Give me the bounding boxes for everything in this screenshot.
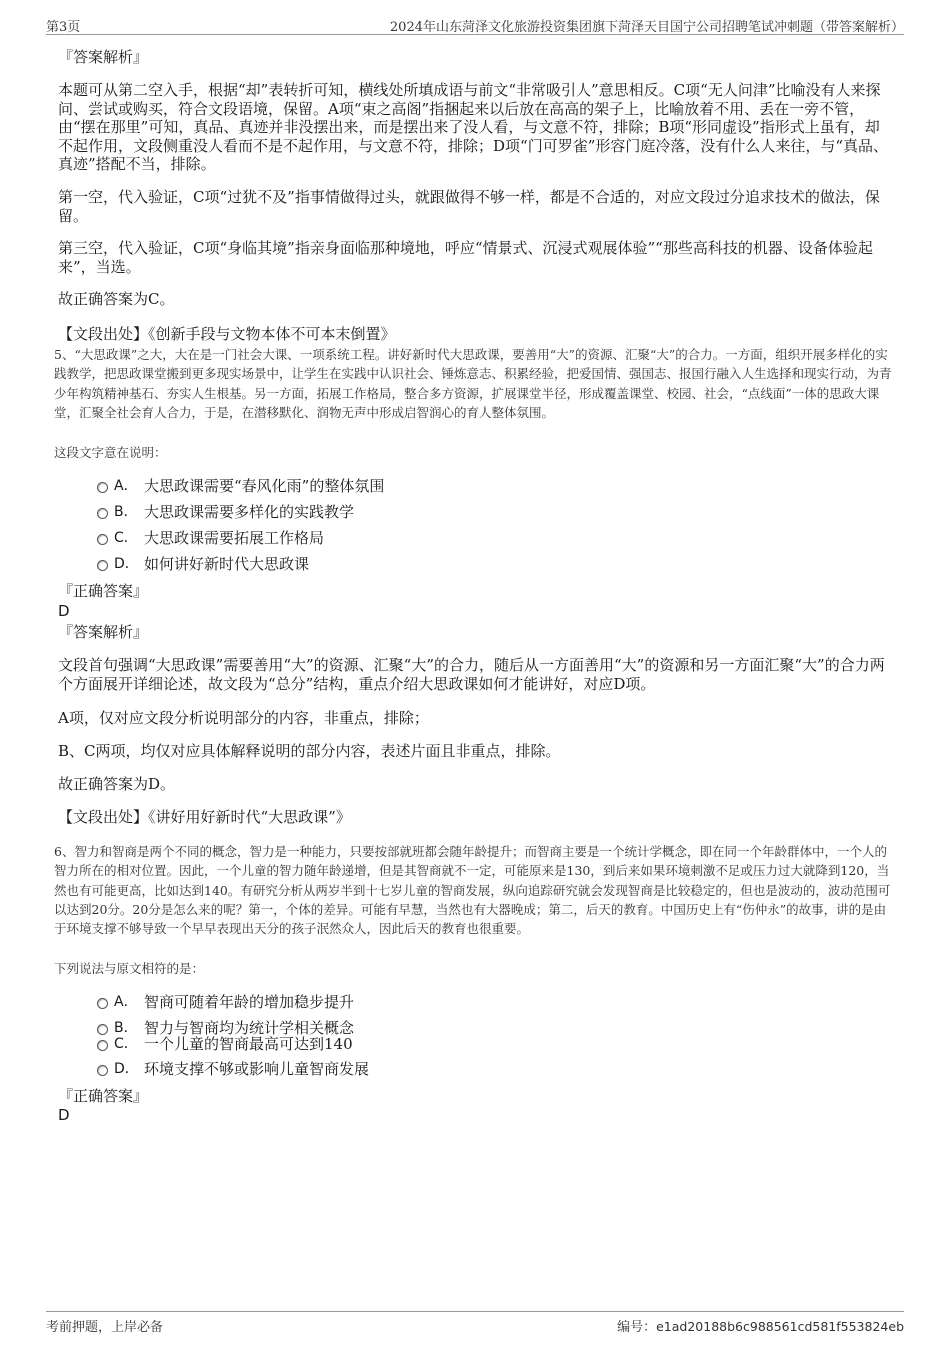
q5-analysis-paragraph-3: B、C两项，均仅对应具体解释说明的部分内容，表述片面且非重点，排除。 [58, 742, 561, 760]
page-header [46, 14, 904, 35]
radio-button[interactable] [97, 560, 108, 571]
option-text: 大思政课需要“春风化雨”的整体氛围 [144, 477, 385, 495]
option-letter: B． [114, 1020, 138, 1036]
option-letter: A． [114, 994, 138, 1010]
option-text: 如何讲好新时代大思政课 [144, 555, 310, 573]
radio-button[interactable] [97, 1024, 108, 1035]
q5-source: 【文段出处】《讲好用好新时代“大思政课”》 [58, 808, 351, 826]
q4-conclusion: 故正确答案为C。 [58, 290, 175, 308]
q5-analysis-paragraph-2: A项，仅对应文段分析说明部分的内容，非重点，排除； [58, 709, 429, 727]
q6-stem: 6、智力和智商是两个不同的概念，智力是一种能力，只要按部就班都会随年龄提升；而智商主要是一个统计学概念，即在同一个年龄群体中，一个人的智力所在的相对位置。因此，一个儿童的智力随年龄递增，但是其智商就不一定，可能原来是130，到后来如果环境刺激不足或压力过大就降到120，当然也有可能更高，比如达到140。有研究分析从两岁半到十七岁儿童的智商发展，纵向追踪研究就会发现智商是比较稳定的，但也是波动的，波动范围可以达到20分。20分是怎么来的呢？第一，个体的差异。可能有早慧，当然也有大器晚成；第二，后天的教育。中国历史上有“伤仲永”的故事，讲的是由于环境支撑不够导致一个早早表现出天分的孩子泯然众人，因此后天的教育也很重要。 [54, 844, 891, 937]
q5-answer: D [58, 602, 70, 620]
option-letter: C． [114, 1036, 138, 1052]
q5-analysis-label: 『答案解析』 [58, 623, 149, 641]
document-code [617, 1316, 904, 1335]
option-text: 一个儿童的智商最高可达到140 [144, 1035, 353, 1053]
option-letter: B． [114, 504, 138, 520]
option-text: 智商可随着年龄的增加稳步提升 [144, 993, 355, 1011]
page-footer [46, 1311, 904, 1334]
option-text: 大思政课需要多样化的实践教学 [144, 503, 355, 521]
document-code-label: 编号： [617, 1320, 657, 1335]
document-code-value: e1ad20188b6c988561cd581f553824eb [656, 1319, 904, 1334]
q5-answer-label: 『正确答案』 [58, 582, 149, 600]
radio-button[interactable] [97, 534, 108, 545]
option-letter: D． [114, 556, 139, 572]
q5-conclusion: 故正确答案为D。 [58, 775, 176, 793]
option-text: 大思政课需要拓展工作格局 [144, 529, 325, 547]
radio-button[interactable] [97, 1040, 108, 1051]
q5-lead: 这段文字意在说明： [54, 445, 167, 460]
q4-source: 【文段出处】《创新手段与文物本体不可本末倒置》 [58, 325, 396, 343]
q6-answer-label: 『正确答案』 [58, 1087, 149, 1105]
footer-slogan: 考前押题，上岸必备 [46, 1320, 164, 1335]
q4-analysis-paragraph-3: 第三空，代入验证，C项“身临其境”指亲身面临那种境地，呼应“情景式、沉浸式观展体验”“那些高科技的机器、设备体验起来”，当选。 [58, 239, 873, 276]
radio-button[interactable] [97, 482, 108, 493]
radio-button[interactable] [97, 1065, 108, 1076]
q6-answer: D [58, 1106, 70, 1124]
q4-analysis-label: 『答案解析』 [58, 48, 149, 66]
page-number: 第3页 [46, 20, 81, 35]
q6-lead: 下列说法与原文相符的是： [54, 961, 205, 976]
radio-button[interactable] [97, 508, 108, 519]
option-text: 智力与智商均为统计学相关概念 [144, 1019, 355, 1037]
option-letter: D． [114, 1061, 139, 1077]
q5-stem: 5、“大思政课”之大，大在是一门社会大课、一项系统工程。讲好新时代大思政课，要善用“大”的资源、汇聚“大”的合力。一方面，组织开展多样化的实践教学，把思政课堂搬到更多现实场景中，让学生在实践中认识社会、锤炼意志、积累经验，把爱国情、强国志、报国行融入人生选择和现实行动，为青少年构筑精神基石、夯实人生根基。另一方面，拓展工作格局，整合多方资源，扩展课堂半径，形成覆盖课堂、校园、社会，“点线面”一体的思政大课堂，汇聚全社会育人合力，于是，在潜移默化、润物无声中形成启智润心的育人整体氛围。 [54, 347, 892, 420]
q4-analysis-paragraph-1: 本题可从第二空入手，根据“却”表转折可知，横线处所填成语与前文“非常吸引人”意思相反。C项“无人问津”比喻没有人来探问、尝试或购买，符合文段语境，保留。A项“束之高阁”指捆起来以后放在高高的架子上，比喻放着不用、丢在一旁不管，由“摆在那里”可知，真品、真迹并非没摆出来，而是摆出来了没人看，与文意不符，排除；B项“形同虚设”指形式上虽有，却不起作用，文段侧重没人看而不是不起作用，与文意不符，排除；D项“门可罗雀”形容门庭冷落，没有什么人来往，与“真品、真迹”搭配不当，排除。 [58, 81, 889, 173]
option-text: 环境支撑不够或影响儿童智商发展 [144, 1060, 370, 1078]
option-letter: C． [114, 530, 138, 546]
q5-analysis-paragraph-1: 文段首句强调“大思政课”需要善用“大”的资源、汇聚“大”的合力，随后从一方面善用“大”的资源和另一方面汇聚“大”的合力两个方面展开详细论述，故文段为“总分”结构，重点介绍大思政课如何才能讲好，对应D项。 [58, 656, 885, 693]
q4-analysis-paragraph-2: 第一空，代入验证，C项“过犹不及”指事情做得过头，就跟做得不够一样，都是不合适的，对应文段过分追求技术的做法，保留。 [58, 188, 880, 225]
document-title: 2024年山东菏泽文化旅游投资集团旗下菏泽天目国宁公司招聘笔试冲刺题（带答案解析） [389, 20, 904, 35]
option-letter: A． [114, 478, 138, 494]
radio-button[interactable] [97, 998, 108, 1009]
